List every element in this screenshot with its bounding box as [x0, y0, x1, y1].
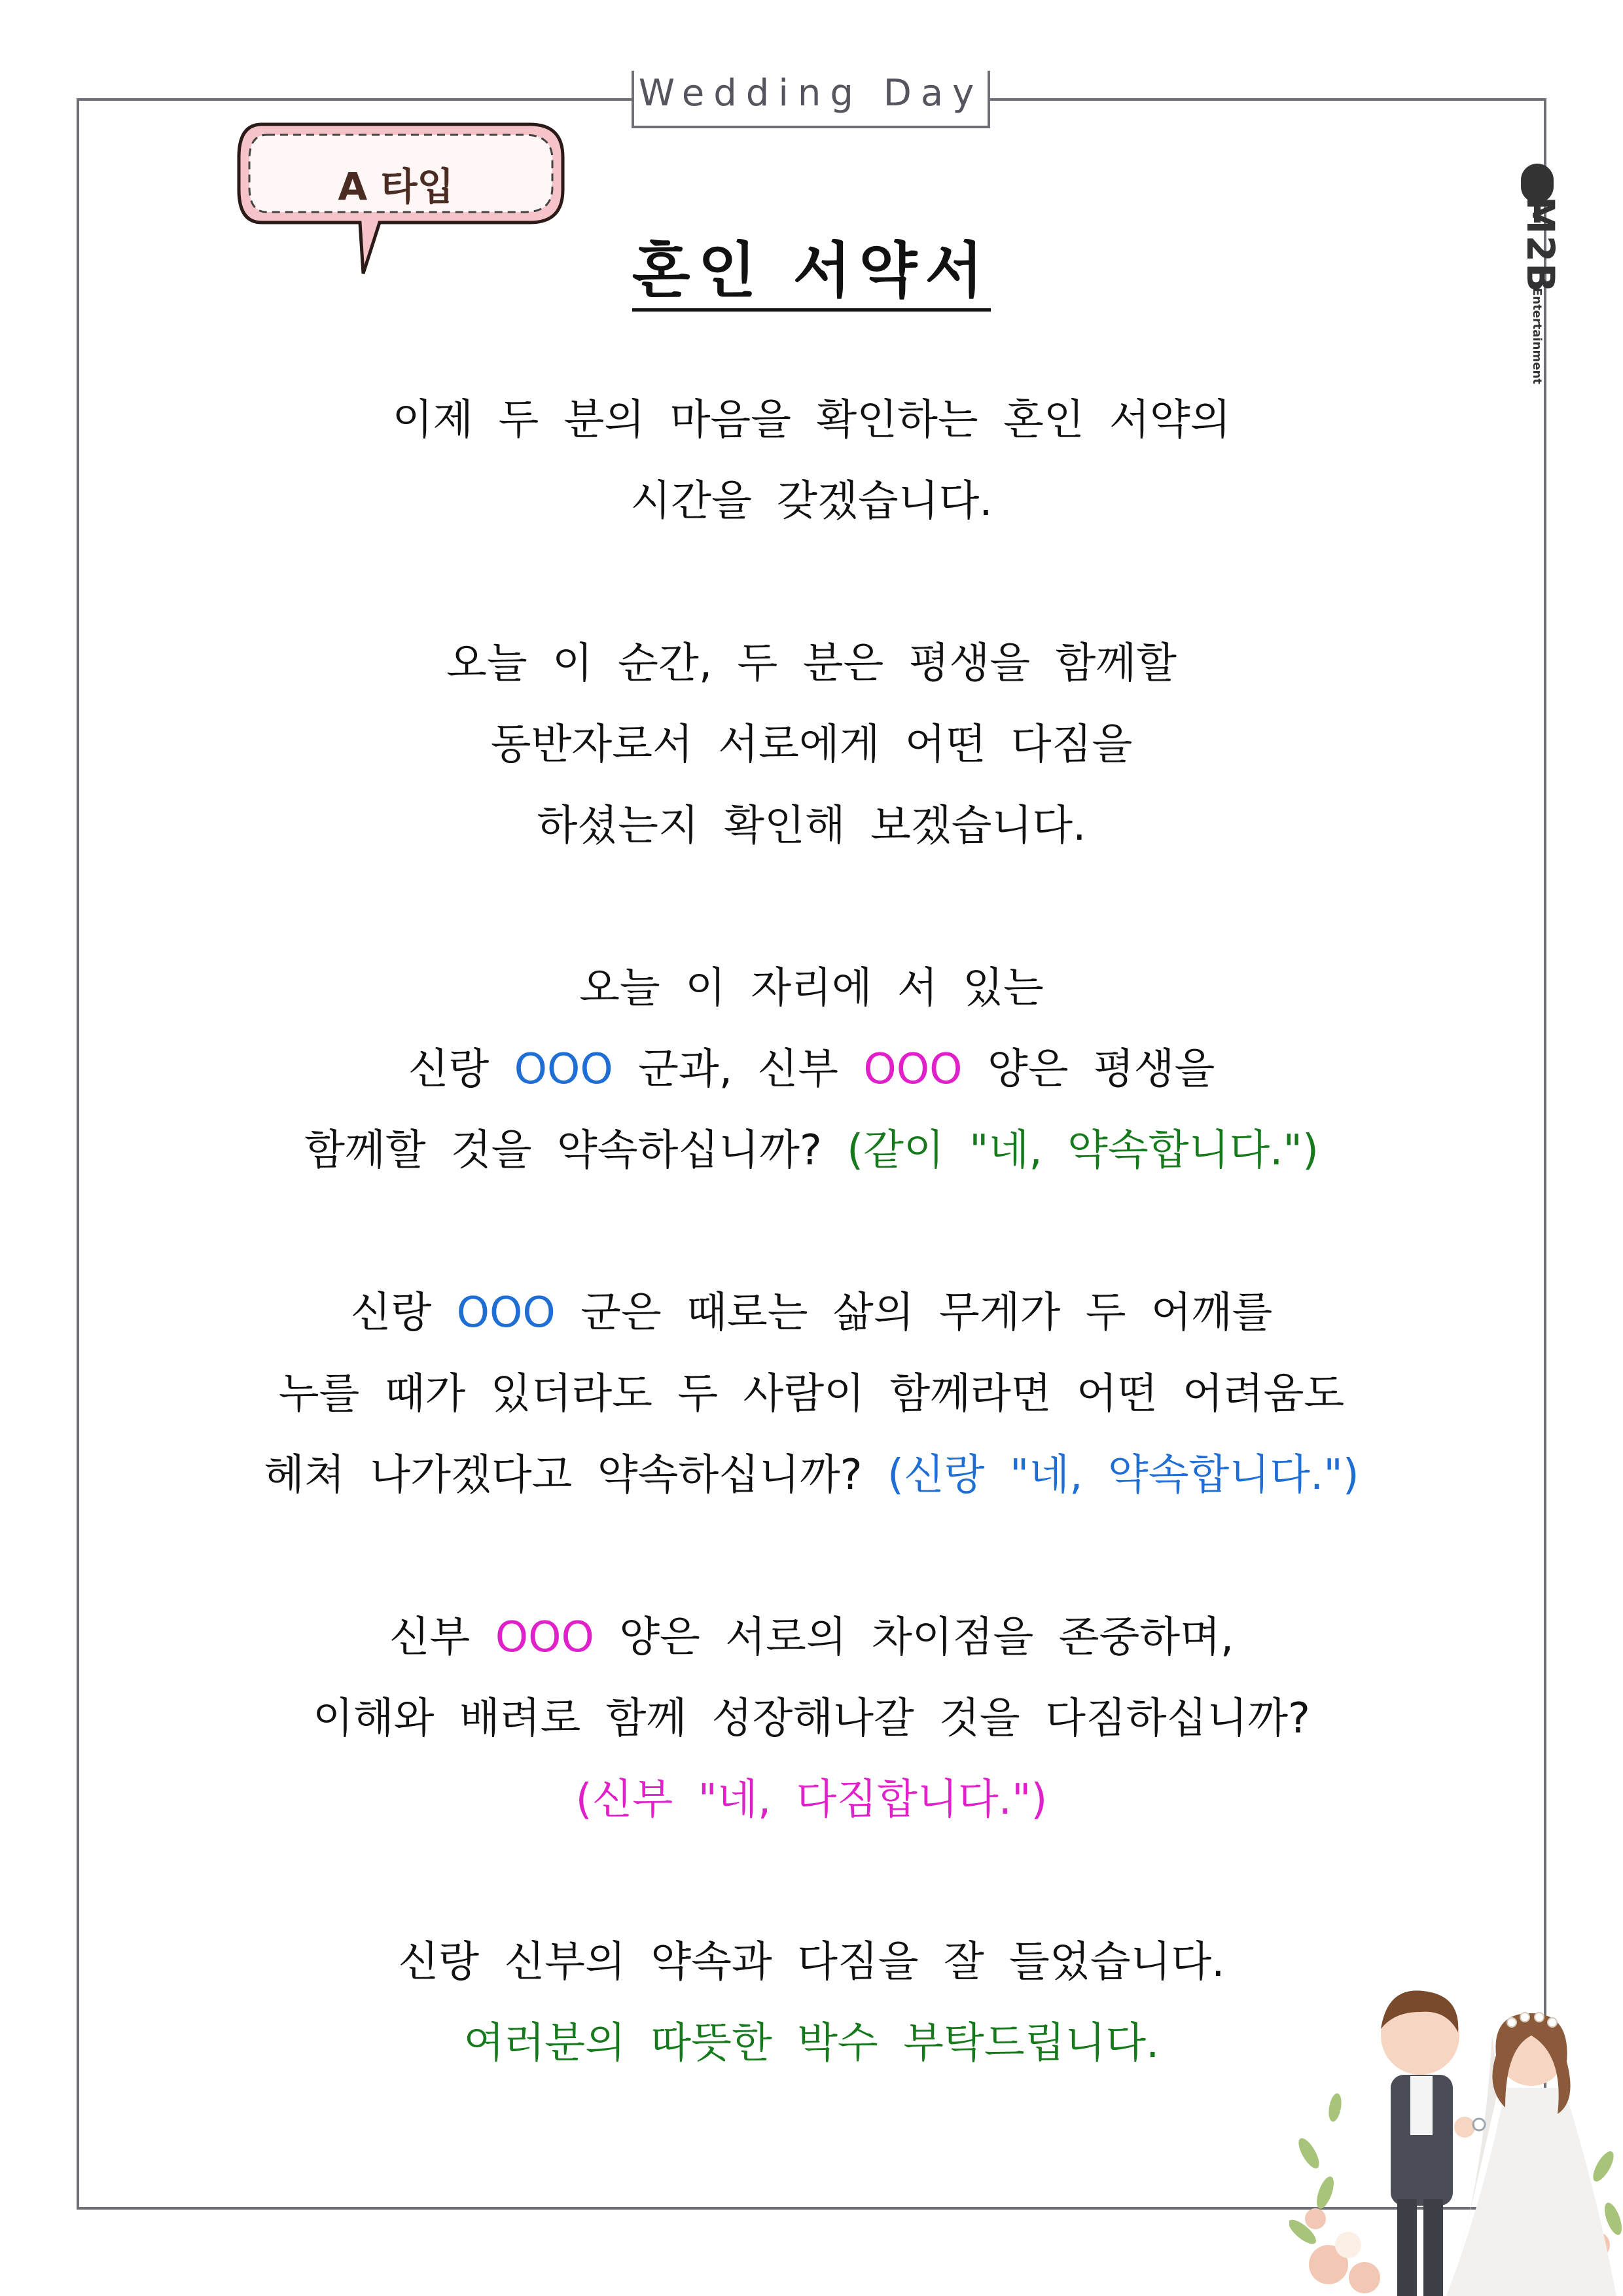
- logo-subtext: Entertainment: [1530, 288, 1544, 384]
- p4-line2: 누를 때가 있더라도 두 사람이 함께라면 어떤 어려움도: [278, 1370, 1345, 1418]
- p3-line2: 신랑 OOO 군과, 신부 OOO 양은 평생을: [408, 1045, 1215, 1094]
- p6-line2: 여러분의 따뜻한 박수 부탁드립니다.: [463, 2019, 1160, 2068]
- header-tab: [632, 71, 990, 128]
- p5-line1: 신부 OOO 양은 서로의 차이점을 존중하며,: [389, 1613, 1234, 1662]
- bride-reply: (신부 "네, 다짐합니다."): [575, 1776, 1048, 1824]
- p4-line1: 신랑 OOO 군은 때로는 삶의 무게가 두 어깨를: [350, 1289, 1273, 1337]
- bride-name-placeholder: OOO: [495, 1613, 594, 1662]
- vow-text: [0, 380, 1623, 2084]
- groom-name-placeholder: OOO: [514, 1045, 613, 1094]
- p1-line1: 이제 두 분의 마음을 확인하는 혼인 서약의: [392, 396, 1231, 444]
- logo-text: M2B: [1518, 196, 1563, 294]
- groom-reply: (신랑 "네, 약속합니다."): [887, 1451, 1359, 1499]
- p1-line2: 시간을 갖겠습니다.: [630, 477, 993, 526]
- wedding-couple-illustration: [1289, 1957, 1623, 2296]
- p2-line3: 하셨는지 확인해 보겠습니다.: [537, 802, 1086, 850]
- p3-line3: 함께할 것을 약속하십니까? (같이 "네, 약속합니다."): [304, 1126, 1319, 1175]
- header-tab-label: Wedding Day: [638, 72, 984, 115]
- p3-line1: 오늘 이 자리에 서 있는: [579, 964, 1044, 1013]
- together-reply: (같이 "네, 약속합니다."): [847, 1126, 1319, 1175]
- p2-line1: 오늘 이 순간, 두 분은 평생을 함께할: [446, 639, 1177, 688]
- p2-line2: 동반자로서 서로에게 어떤 다짐을: [490, 721, 1133, 769]
- bride-name-placeholder: OOO: [863, 1045, 963, 1094]
- p6-line1: 신랑 신부의 약속과 다짐을 잘 들었습니다.: [398, 1938, 1225, 1986]
- p4-line3: 헤쳐 나가겠다고 약속하십니까? (신랑 "네, 약속합니다."): [264, 1451, 1359, 1499]
- groom-name-placeholder: OOO: [456, 1289, 556, 1337]
- page-title-wrap: [0, 223, 1623, 309]
- type-label: A 타입: [338, 164, 454, 209]
- p5-line2: 이해와 배려로 함께 성장해나갈 것을 다짐하십니까?: [313, 1695, 1310, 1743]
- page-title: 혼인 서약서: [632, 236, 991, 312]
